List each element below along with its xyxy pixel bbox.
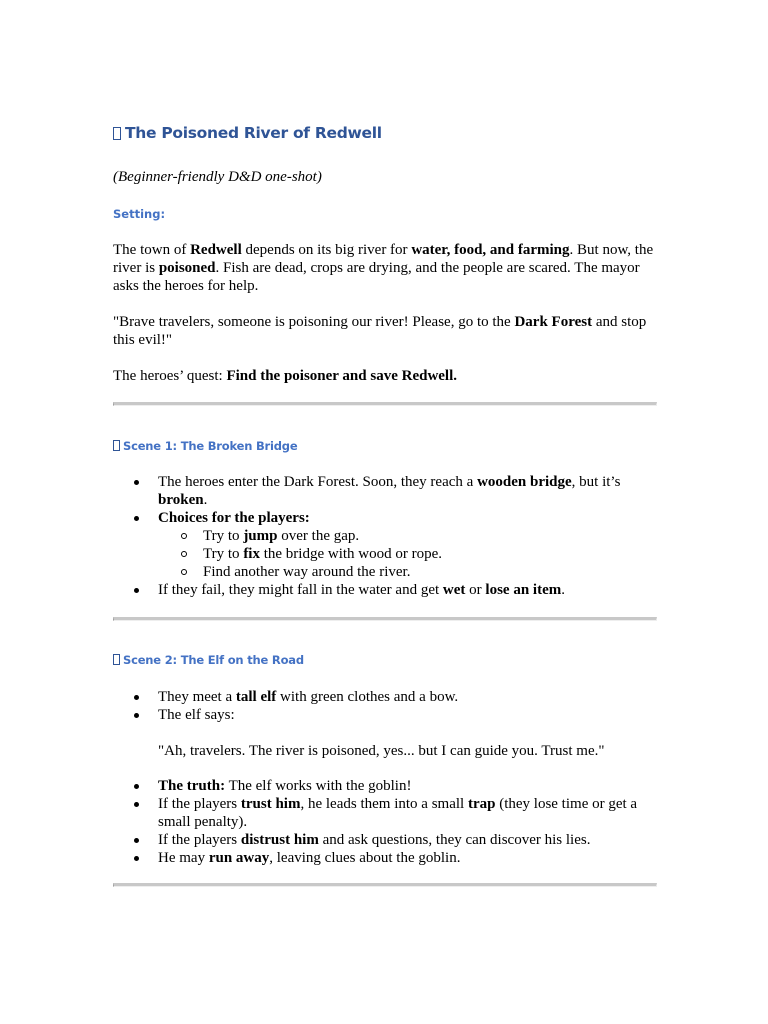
scene-1-heading-text: Scene 1: The Broken Bridge <box>123 439 298 453</box>
text-run: or <box>465 582 486 598</box>
broken-glyph-icon <box>113 440 120 451</box>
scene-1-heading <box>113 437 297 455</box>
document-subtitle: (Beginner-friendly D&D one-shot) <box>113 169 322 185</box>
choices-sublist <box>158 527 656 581</box>
text-run: with green clothes and a bow. <box>276 689 459 705</box>
bold-run: Find the poisoner and save Redwell. <box>226 368 458 384</box>
list-item <box>113 581 656 599</box>
quest-paragraph <box>113 367 656 385</box>
text-run: "Brave travelers, someone is poisoning our river! Please, go to the <box>113 314 515 330</box>
document-title-text: The Poisoned River of Redwell <box>125 124 382 142</box>
text-run: (they lose time or get a small penalty). <box>158 796 638 830</box>
document-title <box>113 124 382 142</box>
bold-run: The truth: <box>158 778 226 794</box>
sublist-item <box>158 563 656 581</box>
list-item <box>113 795 656 831</box>
bold-run: jump <box>243 528 278 544</box>
horizontal-rule <box>113 617 657 621</box>
text-run: . <box>203 492 208 508</box>
setting-paragraph-1 <box>113 241 656 295</box>
scene-1-list <box>113 473 656 599</box>
text-run: , leaving clues about the goblin. <box>269 850 461 866</box>
elf-quote: "Ah, travelers. The river is poisoned, yes... but I can guide you. Trust me." <box>158 743 605 759</box>
list-item <box>113 831 656 849</box>
bold-run: lose an item <box>485 582 562 598</box>
scene-2-list-bottom <box>113 777 656 867</box>
bold-run: wet <box>442 582 466 598</box>
sublist-item <box>158 545 656 563</box>
list-item <box>113 473 656 509</box>
text-run: The elf works with the goblin! <box>225 778 412 794</box>
text-run: Try to <box>203 528 244 544</box>
sublist-item <box>158 527 656 545</box>
broken-glyph-icon <box>113 654 120 665</box>
mayor-quote-paragraph <box>113 313 656 349</box>
setting-heading: Setting: <box>113 207 166 221</box>
text-run: The town of <box>113 242 191 258</box>
bold-run: Redwell <box>190 242 242 258</box>
scene-2-heading-text: Scene 2: The Elf on the Road <box>123 653 304 667</box>
text-run: . But now, the river is <box>113 242 654 276</box>
list-item <box>113 777 656 795</box>
list-item <box>113 849 656 867</box>
scene-2-list-top <box>113 688 656 724</box>
text-run: and ask questions, they can discover his lies. <box>318 832 591 848</box>
text-run: Try to <box>203 546 244 562</box>
bold-run: tall elf <box>235 689 277 705</box>
text-run: and stop this evil!" <box>113 314 647 348</box>
scene-2-heading <box>113 651 304 669</box>
text-run: the bridge with wood or rope. <box>259 546 443 562</box>
text-run: If they fail, they might fall in the water and get <box>158 582 443 598</box>
bold-run: trap <box>467 796 496 812</box>
text-run: If the players <box>158 832 241 848</box>
text-run: If the players <box>158 796 241 812</box>
text-run: Find another way around the river. <box>203 564 411 580</box>
list-item <box>113 688 656 706</box>
bold-run: trust him <box>240 796 301 812</box>
text-run: The heroes’ quest: <box>113 368 227 384</box>
bold-run: distrust him <box>240 832 319 848</box>
text-run: . <box>561 582 565 598</box>
broken-glyph-icon <box>113 127 121 140</box>
bold-run: water, food, and farming <box>411 242 570 258</box>
list-item <box>113 509 656 581</box>
text-run: , but it’s <box>571 474 621 490</box>
text-run: . Fish are dead, crops are drying, and the people are scared. The mayor asks the heroes for help. <box>113 260 640 294</box>
text-run: over the gap. <box>277 528 360 544</box>
horizontal-rule <box>113 883 657 887</box>
text-run: He may <box>158 850 209 866</box>
text-run: depends on its big river for <box>241 242 412 258</box>
bold-run: run away <box>208 850 270 866</box>
bold-run: fix <box>243 546 260 562</box>
bold-run: poisoned <box>158 260 216 276</box>
text-run: , he leads them into a small <box>300 796 468 812</box>
bold-run: wooden bridge <box>477 474 572 490</box>
horizontal-rule <box>113 402 657 406</box>
text-run: The elf says: <box>158 707 235 723</box>
text-run: They meet a <box>158 689 236 705</box>
list-item <box>113 706 656 724</box>
bold-run: Choices for the players: <box>158 510 310 526</box>
text-run: The heroes enter the Dark Forest. Soon, they reach a <box>158 474 478 490</box>
bold-run: broken <box>158 492 204 508</box>
bold-run: Dark Forest <box>514 314 593 330</box>
